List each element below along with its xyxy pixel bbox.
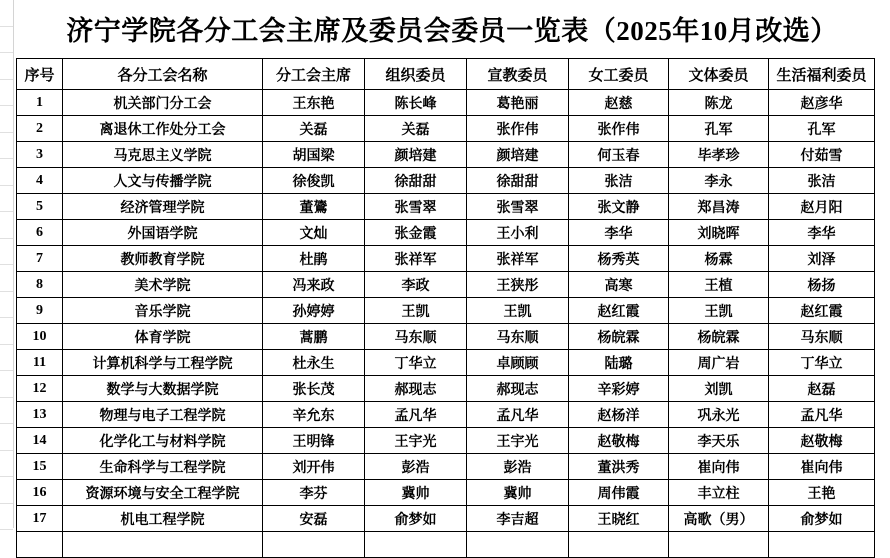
row-header-cell[interactable] (0, 186, 13, 213)
cell-welfare: 崔向伟 (769, 454, 875, 480)
cell-seq: 8 (17, 272, 63, 298)
cell-culture-sports: 周广岩 (669, 350, 769, 376)
cell-culture-sports (669, 532, 769, 558)
row-header-cell[interactable] (0, 451, 13, 478)
cell-welfare: 李华 (769, 220, 875, 246)
cell-seq: 2 (17, 116, 63, 142)
column-header-chair: 分工会主席 (263, 59, 365, 90)
row-header-cell[interactable] (0, 106, 13, 133)
cell-women: 陆璐 (569, 350, 669, 376)
cell-culture-sports: 崔向伟 (669, 454, 769, 480)
cell-women: 王晓红 (569, 506, 669, 532)
cell-publicity: 孟凡华 (467, 402, 569, 428)
cell-culture-sports: 毕孝珍 (669, 142, 769, 168)
cell-seq: 12 (17, 376, 63, 402)
cell-chair: 王东艳 (263, 90, 365, 116)
cell-organization: 王凯 (365, 298, 467, 324)
cell-publicity: 徐甜甜 (467, 168, 569, 194)
cell-chair: 胡国梁 (263, 142, 365, 168)
union-roster-table-wrapper (16, 58, 874, 558)
column-header-culture-sports: 文体委员 (669, 59, 769, 90)
row-header-cell[interactable] (0, 292, 13, 319)
cell-chair: 王明锋 (263, 428, 365, 454)
cell-chair: 董鷟 (263, 194, 365, 220)
cell-seq: 17 (17, 506, 63, 532)
cell-unit: 计算机科学与工程学院 (63, 350, 263, 376)
cell-welfare: 赵敬梅 (769, 428, 875, 454)
cell-seq: 13 (17, 402, 63, 428)
cell-women: 张文静 (569, 194, 669, 220)
cell-publicity: 卓顾顾 (467, 350, 569, 376)
table-row[interactable] (17, 194, 875, 220)
cell-women: 高寒 (569, 272, 669, 298)
cell-welfare: 赵彦华 (769, 90, 875, 116)
cell-welfare: 孔军 (769, 116, 875, 142)
row-header-cell[interactable] (0, 504, 13, 531)
cell-chair: 孙婷婷 (263, 298, 365, 324)
cell-culture-sports: 王植 (669, 272, 769, 298)
cell-chair: 刘开伟 (263, 454, 365, 480)
cell-seq: 7 (17, 246, 63, 272)
cell-organization: 孟凡华 (365, 402, 467, 428)
cell-organization: 冀帅 (365, 480, 467, 506)
cell-unit: 机电工程学院 (63, 506, 263, 532)
cell-unit: 音乐学院 (63, 298, 263, 324)
cell-organization: 关磊 (365, 116, 467, 142)
cell-organization: 张祥军 (365, 246, 467, 272)
cell-welfare: 孟凡华 (769, 402, 875, 428)
cell-unit: 物理与电子工程学院 (63, 402, 263, 428)
cell-chair: 杜永生 (263, 350, 365, 376)
cell-seq (17, 532, 63, 558)
cell-unit: 经济管理学院 (63, 194, 263, 220)
cell-publicity: 王狭彤 (467, 272, 569, 298)
cell-publicity: 颜培建 (467, 142, 569, 168)
table-row[interactable] (17, 350, 875, 376)
cell-women: 何玉春 (569, 142, 669, 168)
table-row[interactable] (17, 454, 875, 480)
column-header-unit: 各分工会名称 (63, 59, 263, 90)
cell-seq: 11 (17, 350, 63, 376)
cell-chair: 李芬 (263, 480, 365, 506)
union-roster-table (16, 58, 875, 558)
row-header-cell[interactable] (0, 239, 13, 266)
page-title: 济宁学院各分工会主席及委员会委员一览表（2025年10月改选） (66, 15, 838, 46)
row-header-cell[interactable] (0, 265, 13, 292)
cell-welfare: 丁华立 (769, 350, 875, 376)
cell-culture-sports: 杨皖霖 (669, 324, 769, 350)
cell-chair: 文灿 (263, 220, 365, 246)
cell-seq: 6 (17, 220, 63, 246)
cell-seq: 1 (17, 90, 63, 116)
cell-culture-sports: 李永 (669, 168, 769, 194)
cell-chair: 冯来政 (263, 272, 365, 298)
cell-women: 赵杨洋 (569, 402, 669, 428)
cell-seq: 10 (17, 324, 63, 350)
table-row[interactable] (17, 142, 875, 168)
cell-publicity: 马东顺 (467, 324, 569, 350)
cell-welfare: 张洁 (769, 168, 875, 194)
cell-organization: 马东顺 (365, 324, 467, 350)
cell-women: 赵慈 (569, 90, 669, 116)
cell-seq: 5 (17, 194, 63, 220)
table-row-partial[interactable] (17, 532, 875, 558)
cell-women: 李华 (569, 220, 669, 246)
cell-unit: 资源环境与安全工程学院 (63, 480, 263, 506)
cell-publicity: 冀帅 (467, 480, 569, 506)
cell-women: 张作伟 (569, 116, 669, 142)
cell-unit: 化学化工与材料学院 (63, 428, 263, 454)
row-header-gutter[interactable] (0, 0, 14, 528)
table-row[interactable] (17, 376, 875, 402)
cell-unit: 外国语学院 (63, 220, 263, 246)
cell-culture-sports: 刘凯 (669, 376, 769, 402)
cell-organization: 彭浩 (365, 454, 467, 480)
cell-culture-sports: 王凯 (669, 298, 769, 324)
cell-culture-sports: 巩永光 (669, 402, 769, 428)
cell-chair: 张长茂 (263, 376, 365, 402)
cell-seq: 16 (17, 480, 63, 506)
row-header-cell[interactable] (0, 371, 13, 398)
cell-unit: 生命科学与工程学院 (63, 454, 263, 480)
row-header-cell[interactable] (0, 212, 13, 239)
cell-seq: 14 (17, 428, 63, 454)
cell-chair: 安磊 (263, 506, 365, 532)
cell-culture-sports: 刘晓晖 (669, 220, 769, 246)
row-header-cell[interactable] (0, 159, 13, 186)
cell-organization: 郝现志 (365, 376, 467, 402)
cell-women (569, 532, 669, 558)
cell-organization (365, 532, 467, 558)
cell-welfare: 赵红霞 (769, 298, 875, 324)
cell-unit: 人文与传播学院 (63, 168, 263, 194)
cell-unit: 教师教育学院 (63, 246, 263, 272)
cell-organization: 丁华立 (365, 350, 467, 376)
cell-chair: 徐俊凯 (263, 168, 365, 194)
cell-unit: 数学与大数据学院 (63, 376, 263, 402)
cell-organization: 张金霞 (365, 220, 467, 246)
row-header-cell[interactable] (0, 345, 13, 372)
cell-women: 杨秀英 (569, 246, 669, 272)
cell-chair: 杜鹃 (263, 246, 365, 272)
cell-welfare: 王艳 (769, 480, 875, 506)
cell-women: 赵敬梅 (569, 428, 669, 454)
cell-organization: 徐甜甜 (365, 168, 467, 194)
table-row[interactable] (17, 324, 875, 350)
cell-welfare: 杨扬 (769, 272, 875, 298)
cell-welfare: 俞梦如 (769, 506, 875, 532)
cell-women: 周伟霞 (569, 480, 669, 506)
cell-publicity: 李吉超 (467, 506, 569, 532)
cell-chair (263, 532, 365, 558)
cell-publicity (467, 532, 569, 558)
row-header-cell[interactable] (0, 318, 13, 345)
cell-chair: 蒿鹏 (263, 324, 365, 350)
table-row[interactable] (17, 246, 875, 272)
cell-welfare: 马东顺 (769, 324, 875, 350)
cell-organization: 俞梦如 (365, 506, 467, 532)
table-row[interactable] (17, 402, 875, 428)
cell-culture-sports: 郑昌涛 (669, 194, 769, 220)
column-header-welfare: 生活福利委员 (769, 59, 875, 90)
cell-publicity: 王小利 (467, 220, 569, 246)
cell-organization: 张雪翠 (365, 194, 467, 220)
cell-seq: 4 (17, 168, 63, 194)
cell-welfare: 刘泽 (769, 246, 875, 272)
row-header-cell[interactable] (0, 27, 13, 54)
row-header-cell[interactable] (0, 398, 13, 425)
cell-unit: 机关部门分工会 (63, 90, 263, 116)
cell-culture-sports: 孔军 (669, 116, 769, 142)
cell-organization: 颜培建 (365, 142, 467, 168)
cell-unit (63, 532, 263, 558)
cell-publicity: 王凯 (467, 298, 569, 324)
table-row[interactable] (17, 220, 875, 246)
cell-seq: 3 (17, 142, 63, 168)
cell-publicity: 张雪翠 (467, 194, 569, 220)
cell-welfare: 赵月阳 (769, 194, 875, 220)
cell-unit: 马克思主义学院 (63, 142, 263, 168)
cell-unit: 离退休工作处分工会 (63, 116, 263, 142)
table-body (17, 90, 875, 558)
cell-organization: 王宇光 (365, 428, 467, 454)
cell-unit: 美术学院 (63, 272, 263, 298)
cell-culture-sports: 杨霖 (669, 246, 769, 272)
cell-publicity: 张作伟 (467, 116, 569, 142)
cell-chair: 辛允东 (263, 402, 365, 428)
table-row[interactable] (17, 480, 875, 506)
row-header-cell[interactable] (0, 80, 13, 107)
column-header-seq: 序号 (17, 59, 63, 90)
cell-organization: 陈长峰 (365, 90, 467, 116)
cell-seq: 9 (17, 298, 63, 324)
row-header-cell[interactable] (0, 0, 13, 27)
table-header-row (17, 59, 875, 90)
table-row[interactable] (17, 90, 875, 116)
table-row[interactable] (17, 428, 875, 454)
cell-publicity: 张祥军 (467, 246, 569, 272)
table-row[interactable] (17, 298, 875, 324)
table-row[interactable] (17, 272, 875, 298)
cell-publicity: 葛艳丽 (467, 90, 569, 116)
row-header-cell[interactable] (0, 477, 13, 504)
cell-culture-sports: 陈龙 (669, 90, 769, 116)
cell-culture-sports: 李天乐 (669, 428, 769, 454)
cell-women: 赵红霞 (569, 298, 669, 324)
cell-women: 董洪秀 (569, 454, 669, 480)
table-row[interactable] (17, 116, 875, 142)
cell-publicity: 王宇光 (467, 428, 569, 454)
document-title-area (14, 0, 890, 56)
cell-organization: 李政 (365, 272, 467, 298)
cell-women: 杨皖霖 (569, 324, 669, 350)
column-header-organization: 组织委员 (365, 59, 467, 90)
cell-women: 张洁 (569, 168, 669, 194)
cell-welfare: 付茹雪 (769, 142, 875, 168)
cell-publicity: 郝现志 (467, 376, 569, 402)
cell-culture-sports: 丰立柱 (669, 480, 769, 506)
row-header-cell[interactable] (0, 53, 13, 80)
row-header-cell[interactable] (0, 133, 13, 160)
cell-welfare: 赵磊 (769, 376, 875, 402)
column-header-publicity: 宣教委员 (467, 59, 569, 90)
cell-culture-sports: 高歌（男） (669, 506, 769, 532)
cell-seq: 15 (17, 454, 63, 480)
table-row[interactable] (17, 168, 875, 194)
cell-chair: 关磊 (263, 116, 365, 142)
cell-welfare (769, 532, 875, 558)
column-header-women: 女工委员 (569, 59, 669, 90)
cell-publicity: 彭浩 (467, 454, 569, 480)
row-header-cell[interactable] (0, 424, 13, 451)
table-header (17, 59, 875, 90)
cell-unit: 体育学院 (63, 324, 263, 350)
cell-women: 辛彩婷 (569, 376, 669, 402)
